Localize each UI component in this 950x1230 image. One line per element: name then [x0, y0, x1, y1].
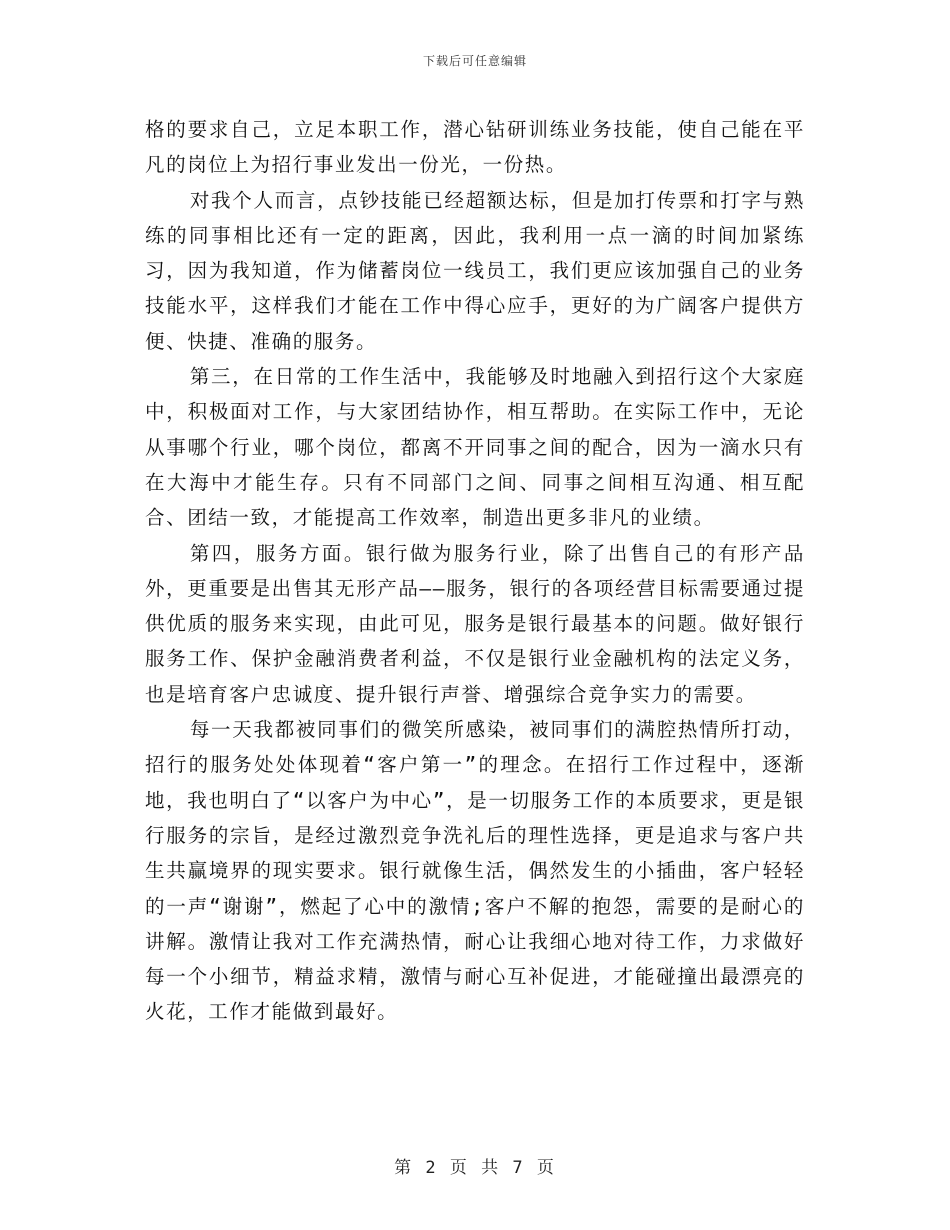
document-body [145, 112, 805, 1030]
paragraph-skills: 对我个人而言，点钞技能已经超额达标，但是加打传票和打字与熟练的同事相比还有一定的距离，因此，我利用一点一滴的时间加紧练习，因为我知道，作为储蓄岗位一线员工，我们更应该加强自己的业务技能水平，这样我们才能在工作中得心应手，更好的为广阔客户提供方便、快捷、准确的服务。 [145, 188, 805, 353]
paragraph-service: 第四，服务方面。银行做为服务行业，除了出售自己的有形产品外，更重要是出售其无形产品——服务，银行的各项经营目标需要通过提供优质的服务来实现，由此可见，服务是银行最基本的问题。做好银行服务工作、保护金融消费者利益，不仅是银行业金融机构的法定义务，也是培育客户忠诚度、提升银行声誉、增强综合竞争实力的需要。 [145, 541, 805, 706]
page-footer-number: 第 2 页 共 7 页 [394, 1158, 556, 1178]
paragraph-teamwork: 第三，在日常的工作生活中，我能够及时地融入到招行这个大家庭中，积极面对工作，与大家团结协作，相互帮助。在实际工作中，无论从事哪个行业，哪个岗位，都离不开同事之间的配合，因为一滴水只有在大海中才能生存。只有不同部门之间、同事之间相互沟通、相互配合、团结一致，才能提高工作效率，制造出更多非凡的业绩。 [145, 365, 805, 530]
paragraph-continued: 格的要求自己，立足本职工作，潜心钻研训练业务技能，使自己能在平凡的岗位上为招行事业发出一份光，一份热。 [145, 118, 805, 177]
page-header-note: 下载后可任意编辑 [422, 54, 527, 68]
paragraph-customer-first: 每一天我都被同事们的微笑所感染，被同事们的满腔热情所打动，招行的服务处处体现着“客户第一”的理念。在招行工作过程中，逐渐地，我也明白了“以客户为中心”，是一切服务工作的本质要求，更是银行服务的宗旨，是经过激烈竞争洗礼后的理性选择，更是追求与客户共生共赢境界的现实要求。银行就像生活，偶然发生的小插曲，客户轻轻的一声“谢谢”，燃起了心中的激情;客户不解的抱怨，需要的是耐心的讲解。激情让我对工作充满热情，耐心让我细心地对待工作，力求做好每一个小细节，精益求精，激情与耐心互补促进，才能碰撞出最漂亮的火花，工作才能做到最好。 [145, 718, 805, 1024]
